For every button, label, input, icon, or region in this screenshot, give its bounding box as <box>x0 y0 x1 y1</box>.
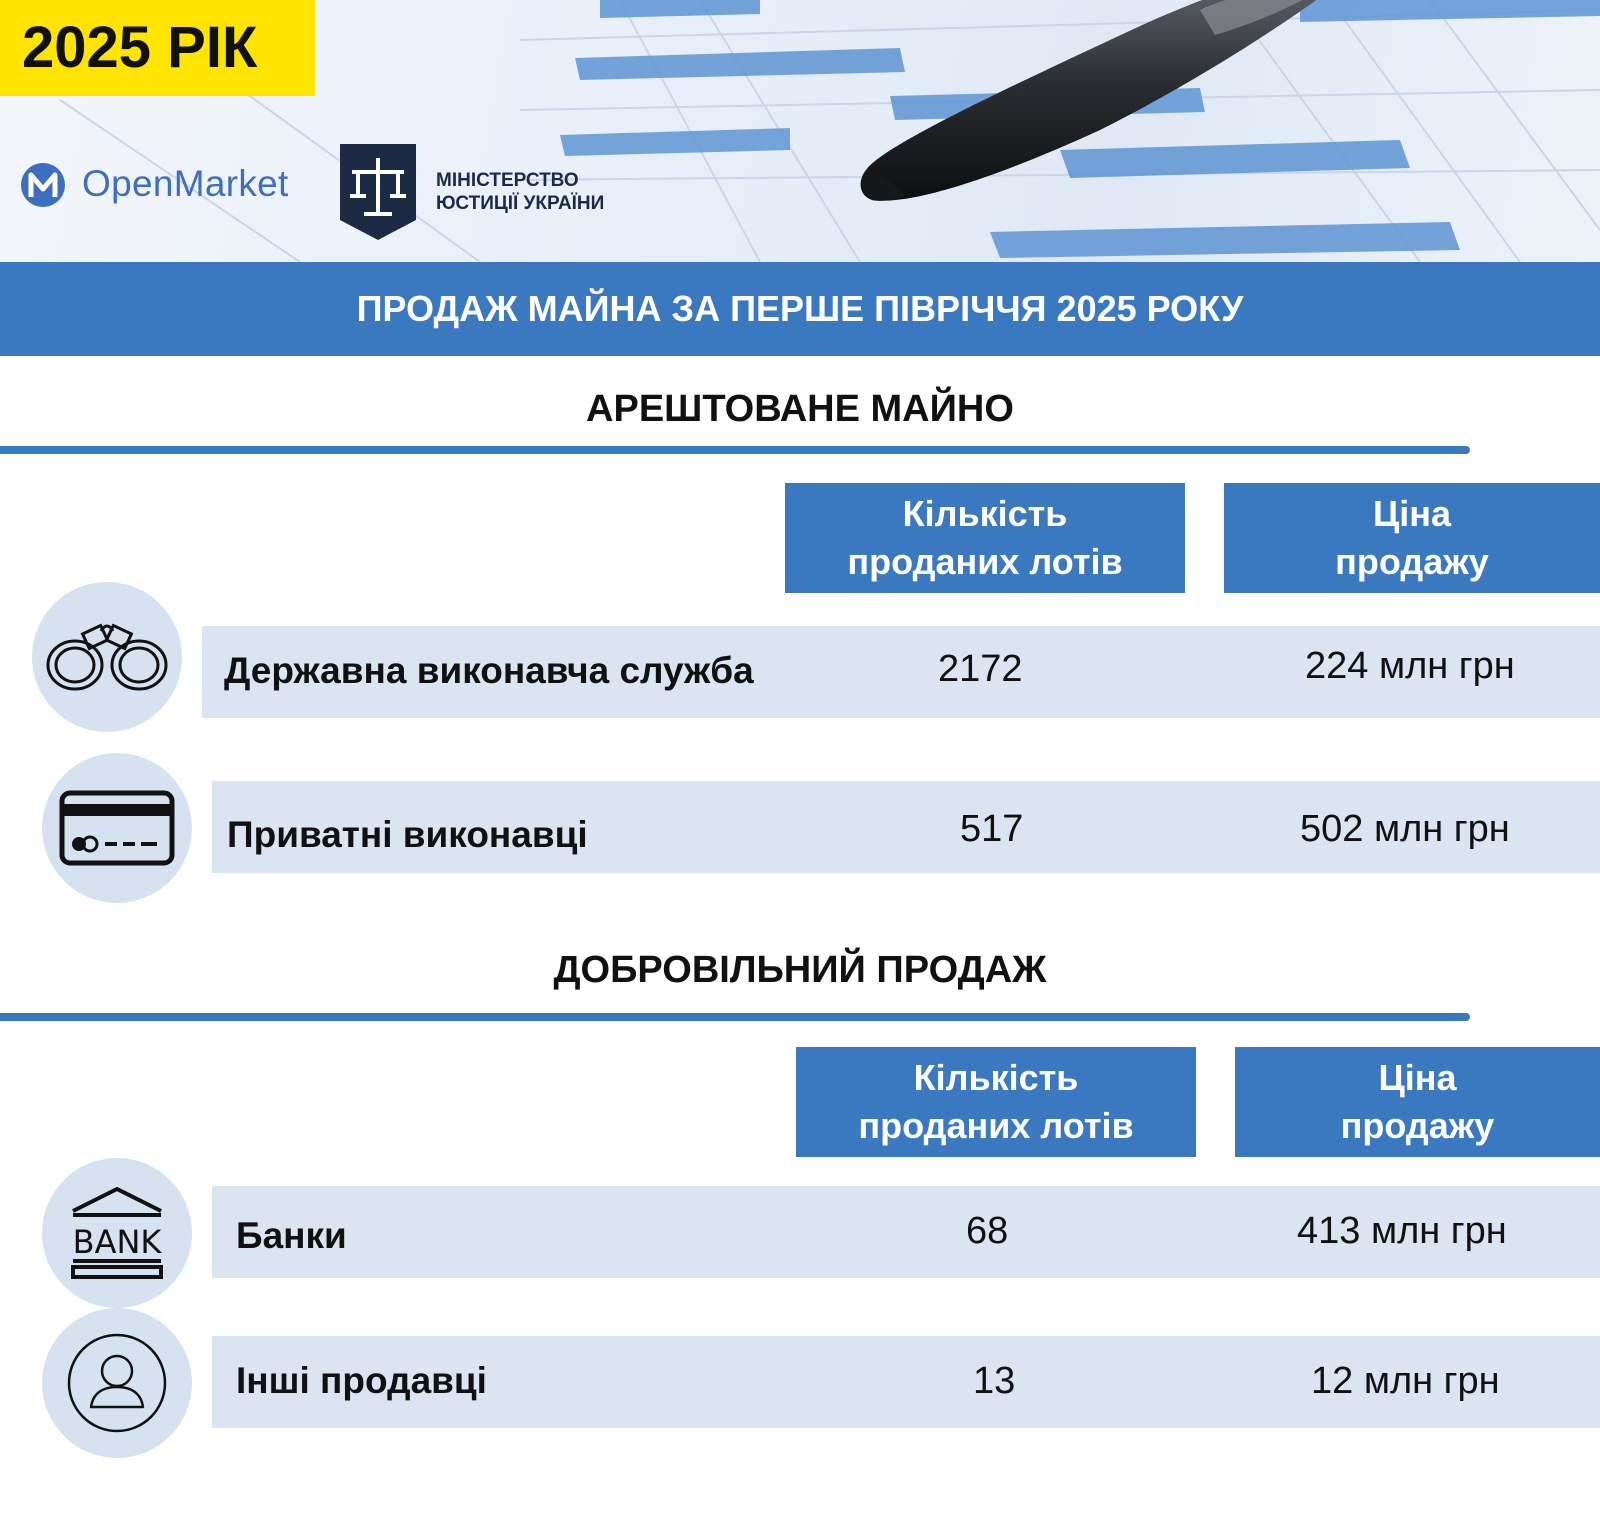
row-label: Банки <box>236 1215 347 1256</box>
row-price-value: 502 млн грн <box>1300 808 1510 850</box>
user-icon <box>42 1308 192 1458</box>
section-title-voluntary: ДОБРОВІЛЬНИЙ ПРОДАЖ <box>553 949 1047 991</box>
openmarket-logo <box>18 154 289 214</box>
row-lots-value: 68 <box>966 1210 1009 1252</box>
openmarket-logo-icon <box>18 159 68 209</box>
page-title: ПРОДАЖ МАЙНА ЗА ПЕРШЕ ПІВРІЧЧЯ 2025 РОКУ <box>0 262 1600 356</box>
column-header-lots-line2: проданих лотів <box>858 1105 1134 1146</box>
credit-card-icon <box>42 753 192 903</box>
handcuffs-icon <box>32 582 182 732</box>
row-label: Інші продавці <box>236 1360 487 1401</box>
row-label: Державна виконавча служба <box>224 650 754 691</box>
row-price-value: 12 млн грн <box>1311 1360 1500 1402</box>
ministry-shield-icon <box>338 142 418 242</box>
row-lots-value: 13 <box>973 1360 1016 1402</box>
ministry-logo-text <box>436 169 604 215</box>
header-banner <box>0 0 1600 262</box>
bank-icon-label: BANK <box>72 1223 162 1261</box>
column-header-lots-line1: Кількість <box>913 1057 1079 1098</box>
row-price-value: 413 млн грн <box>1297 1210 1507 1252</box>
ministry-line1: МІНІСТЕРСТВО <box>436 170 579 191</box>
row-label: Приватні виконавці <box>227 814 588 855</box>
row-lots-value: 517 <box>960 808 1024 850</box>
column-header-price-line1: Ціна <box>1372 493 1452 534</box>
column-header-price <box>1235 1047 1600 1157</box>
row-lots-value: 2172 <box>938 648 1023 690</box>
column-header-lots <box>785 483 1185 593</box>
year-badge: 2025 РІК <box>0 0 315 96</box>
section-divider <box>0 1013 1470 1021</box>
ministry-line2: ЮСТИЦІЇ УКРАЇНИ <box>436 193 605 214</box>
row-price-value: 224 млн грн <box>1305 645 1515 687</box>
column-header-lots-line2: проданих лотів <box>847 541 1123 582</box>
column-header-lots <box>796 1047 1196 1157</box>
column-header-price <box>1224 483 1600 593</box>
column-header-price-line2: продажу <box>1335 541 1489 582</box>
column-header-price-line2: продажу <box>1340 1105 1495 1146</box>
ministry-logo <box>338 142 604 242</box>
section-divider <box>0 446 1470 454</box>
column-header-price-line1: Ціна <box>1378 1057 1457 1098</box>
section-title-arrested: АРЕШТОВАНЕ МАЙНО <box>586 388 1014 430</box>
bank-icon <box>42 1158 192 1308</box>
openmarket-logo-text: OpenMarket <box>82 163 289 204</box>
column-header-lots-line1: Кількість <box>902 493 1068 534</box>
